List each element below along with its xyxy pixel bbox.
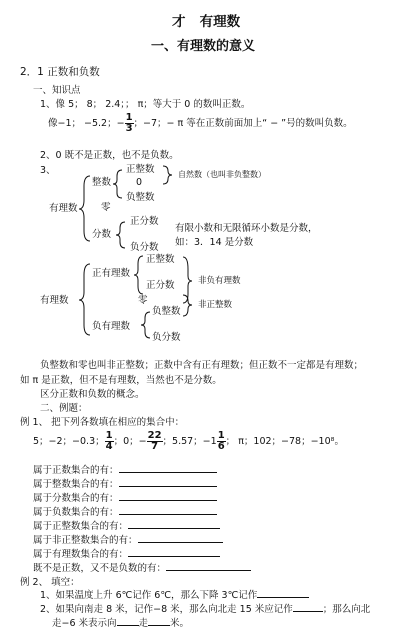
set-row-rational [33,550,220,560]
set-label: 属于正整数集合的有： [33,521,129,532]
note-line-3: 区分正数和负数的概念。 [40,389,145,400]
numbers-part-c: ；5.57；−1 [162,436,217,447]
question-1-text: 1、如果温度上升 6℃记作 6℃，那么下降 3℃记作 [40,590,258,601]
tree2-nonnegative-note: 非负有理数 [198,276,241,286]
answer-blank[interactable] [166,570,251,571]
answer-blank[interactable] [119,486,217,487]
tree1-zero: 零 [101,202,111,213]
tree2-zero: 零 [138,295,148,306]
set-label: 属于有理数集合的有： [33,549,129,560]
set-label: 属于负数集合的有： [33,507,119,518]
tree1-natural-note: 自然数（也叫非负整数） [178,170,266,179]
title-prefix: 才 [172,14,186,30]
set-label: 属于整数集合的有： [33,479,119,490]
tree2-positive-brace [134,256,143,294]
fraction-one-quarter [105,431,114,452]
tree2-root: 有理数 [40,295,69,306]
tree1-positive-fraction: 正分数 [130,216,159,227]
answer-blank[interactable] [119,500,217,501]
page-subtitle: 一、有理数的意义 [151,39,256,54]
set-label: 既不是正数，又不是负数的有： [33,563,167,574]
question-3-text-c: 米。 [170,618,190,629]
fraction-twentytwo-sevenths [147,431,163,452]
set-row-nonpositive-integer [33,536,223,546]
tree2-positive-rational: 正有理数 [92,268,131,279]
knowledge-heading: 一、知识点 [33,85,81,96]
tree1-integer: 整数 [92,177,112,188]
fraction-numerator: 1 [217,430,225,441]
answer-blank[interactable] [128,528,220,529]
set-row-negative [33,508,217,518]
tree1-negative-fraction: 负分数 [130,242,159,253]
note-line-2: 如 π 是正数，但不是有理数，当然也不是分数。 [20,375,222,386]
knowledge-point-1: 1、像 5； 8； 2.4；； π；等大于 0 的数叫正数。 [40,99,251,110]
example-2-question-2 [40,605,370,615]
question-3-text-b: 走 [138,618,149,629]
note-line-1: 负整数和零也叫非正整数；正数中含有正有理数；但正数不一定都是有理数； [40,360,364,371]
numbers-part-d: ； π；102；−78；−10⁸。 [225,436,344,447]
set-row-positive [33,466,217,476]
answer-blank[interactable] [119,472,217,473]
tree1-zero-item: 0 [136,177,143,188]
set-row-positive-integer [33,522,220,532]
example-1-numbers [33,429,344,455]
example-2-prompt: 例 2、 填空： [20,577,80,588]
example-2-question-1 [40,591,309,601]
tree1-negative-integer: 负整数 [126,192,155,203]
answer-blank[interactable] [138,542,223,543]
fraction-numerator: 1 [125,112,133,123]
section-heading: 2．1 正数和负数 [20,66,100,78]
fraction-denominator: 3 [125,123,133,134]
question-2-text: 2、如果向南走 8 米，记作−8 米，那么向北走 15 米应记作 [40,604,293,615]
tree1-root: 有理数 [49,203,78,214]
fraction-numerator: 22 [147,430,162,441]
tree2-nonnegative-brace [183,257,192,303]
answer-blank[interactable] [148,625,170,626]
examples-heading: 二、例题： [40,403,88,414]
example-1-prompt: 例 1、 把下列各数填在相应的集合中： [20,417,185,428]
fraction-one-sixth [217,431,226,452]
tree1-fraction-note-1: 有限小数和无限循环小数是分数， [175,223,318,234]
set-row-fraction [33,494,217,504]
numbers-part-a: 5；−2；−0.3； [33,436,105,447]
knowledge-point-3: 3、 [40,165,56,176]
answer-blank[interactable] [117,625,139,626]
set-row-neither [33,564,251,574]
tree1-fraction: 分数 [92,229,112,240]
set-label: 属于分数集合的有： [33,493,119,504]
set-label: 属于非正整数集合的有： [33,535,138,546]
tree2-negative-brace [141,312,150,338]
tree2-positive-integer: 正整数 [146,254,175,265]
fraction-numerator: 1 [105,430,113,441]
question-2-tail: ；那么向北 [322,604,371,615]
tree2-root-brace [79,264,90,335]
fraction-denominator: 7 [151,441,159,452]
knowledge-point-2: 2、0 既不是正数，也不是负数。 [40,150,179,161]
tree2-negative-integer: 负整数 [152,306,181,317]
negative-examples-b: ；−7；− π 等在正数前面加上“ − ”号的数叫负数。 [133,118,353,129]
tree2-positive-fraction: 正分数 [146,280,175,291]
fraction-denominator: 6 [217,441,225,452]
numbers-part-b: ；0；− [113,436,147,447]
negative-examples-a: 像−1； −5.2；− [48,118,125,129]
title-text: 有理数 [199,14,241,30]
tree2-nonpositive-brace [183,295,192,316]
fraction-denominator: 4 [105,441,113,452]
answer-blank[interactable] [257,597,309,598]
tree1-fraction-note-2: 如：3．14 是分数 [175,237,254,248]
answer-blank[interactable] [119,514,217,515]
tree1-positive-integer: 正整数 [126,164,155,175]
tree2-nonpositive-note: 非正整数 [198,300,233,310]
answer-blank[interactable] [128,556,220,557]
answer-blank[interactable] [293,611,323,612]
example-2-question-3 [52,619,189,629]
tree2-negative-rational: 负有理数 [92,321,131,332]
set-label: 属于正数集合的有： [33,465,119,476]
tree2-negative-fraction: 负分数 [152,332,181,343]
question-3-text-a: 走−6 米表示向 [52,618,117,629]
set-row-integer [33,480,217,490]
